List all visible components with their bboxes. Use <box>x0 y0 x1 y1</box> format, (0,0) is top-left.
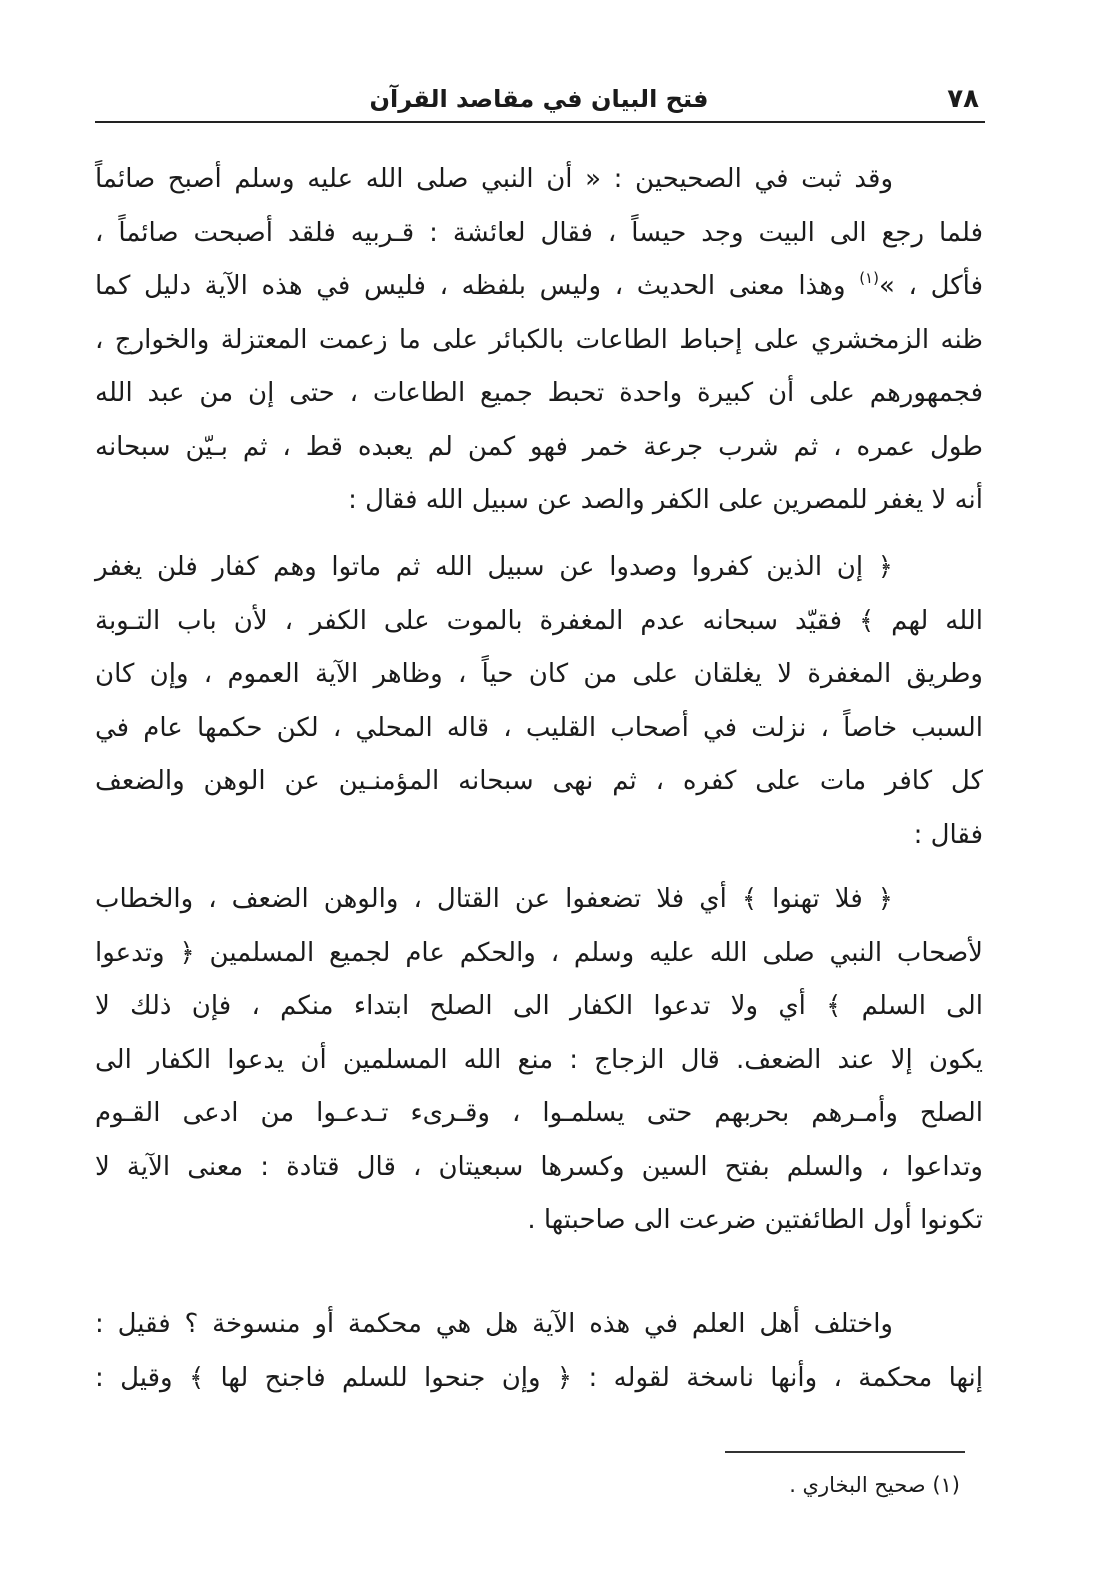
paragraph <box>95 153 983 528</box>
text-line: طول عمره ، ثم شرب جرعة خمر فهو كمن لم يعبده قط ، ثم بـيّن سبحانه <box>95 431 983 462</box>
text-line: ﴿ فلا تهنوا ﴾ أي فلا تضعفوا عن القتال ، والوهن الضعف ، والخطاب <box>95 884 893 914</box>
text-segment: وهذا معنى الحديث ، وليس بلفظه ، فليس في هذه الآية دليل كما <box>95 271 846 301</box>
text-line: فلما رجع الى البيت وجد حيساً ، فقال لعائشة : قـربيه فلقد أصبحت صائماً ، <box>95 217 983 248</box>
text-line: وتداعوا ، والسلم بفتح السين وكسرها سبعيتان ، قال قتادة : معنى الآية لا <box>95 1151 983 1182</box>
paragraph <box>95 541 983 862</box>
page-number: ٧٨ <box>947 84 979 114</box>
text-line: لأصحاب النبي صلى الله عليه وسلم ، والحكم عام لجميع المسلمين ﴿ وتدعوا <box>95 937 983 968</box>
header-rule <box>95 121 985 123</box>
text-line: الصلح وأمـرهم بحربهم حتى يسلمـوا ، وقـرىء تـدعـوا من ادعى القـوم <box>95 1098 983 1128</box>
text-segment: فأكل ، » <box>878 271 983 301</box>
text-line: ظنه الزمخشري على إحباط الطاعات بالكبائر على ما زعمت المعتزلة والخوارج ، <box>95 324 983 355</box>
text-line: يكون إلا عند الضعف. قال الزجاج : منع الله المسلمين أن يدعوا الكفار الى <box>95 1044 983 1075</box>
paragraph <box>95 1298 983 1405</box>
text-line: السبب خاصاً ، نزلت في أصحاب القليب ، قاله المحلي ، لكن حكمها عام في <box>95 712 983 743</box>
running-title: فتح البيان في مقاصد القرآن <box>369 85 709 113</box>
text-line: وقد ثبت في الصحيحين : « أن النبي صلى الله عليه وسلم أصبح صائماً <box>95 164 893 194</box>
text-line: الله لهم ﴾ فقيّد سبحانه عدم المغفرة بالموت على الكفر ، لأن باب التـوبة <box>95 605 983 636</box>
text-line: إنها محكمة ، وأنها ناسخة لقوله : ﴿ وإن جنحوا للسلم فاجنح لها ﴾ وقيل : <box>95 1362 983 1393</box>
text-line: تكونوا أول الطائفتين ضرعت الى صاحبتها . <box>527 1205 983 1235</box>
text-line: وطريق المغفرة لا يغلقان على من كان حياً ، وظاهر الآية العموم ، وإن كان <box>95 659 983 689</box>
text-line: أنه لا يغفر للمصرين على الكفر والصد عن سبيل الله فقال : <box>348 485 983 515</box>
footnote-marker: (١) <box>932 1473 960 1497</box>
text-line: ﴿ إن الذين كفروا وصدوا عن سبيل الله ثم ماتوا وهم كفار فلن يغفر <box>95 552 893 582</box>
text-line: الى السلم ﴾ أي ولا تدعوا الكفار الى الصلح ابتداء منكم ، فإن ذلك لا <box>95 991 983 1021</box>
text-line: فجمهورهم على أن كبيرة واحدة تحبط جميع الطاعات ، حتى إن من عبد الله <box>95 378 983 408</box>
paragraph <box>95 873 983 1248</box>
text-line: واختلف أهل العلم في هذه الآية هل هي محكمة أو منسوخة ؟ فقيل : <box>95 1309 893 1339</box>
footnote-rule <box>725 1451 965 1453</box>
footnote <box>789 1468 960 1502</box>
footnote-ref: (١) <box>859 269 879 287</box>
running-header <box>95 78 983 120</box>
text-line <box>95 260 983 314</box>
footnote-text: صحيح البخاري . <box>789 1473 926 1497</box>
text-line: فقال : <box>913 819 983 850</box>
text-line: كل كافر مات على كفره ، ثم نهى سبحانه المؤمنـين عن الوهن والضعف <box>95 766 983 796</box>
